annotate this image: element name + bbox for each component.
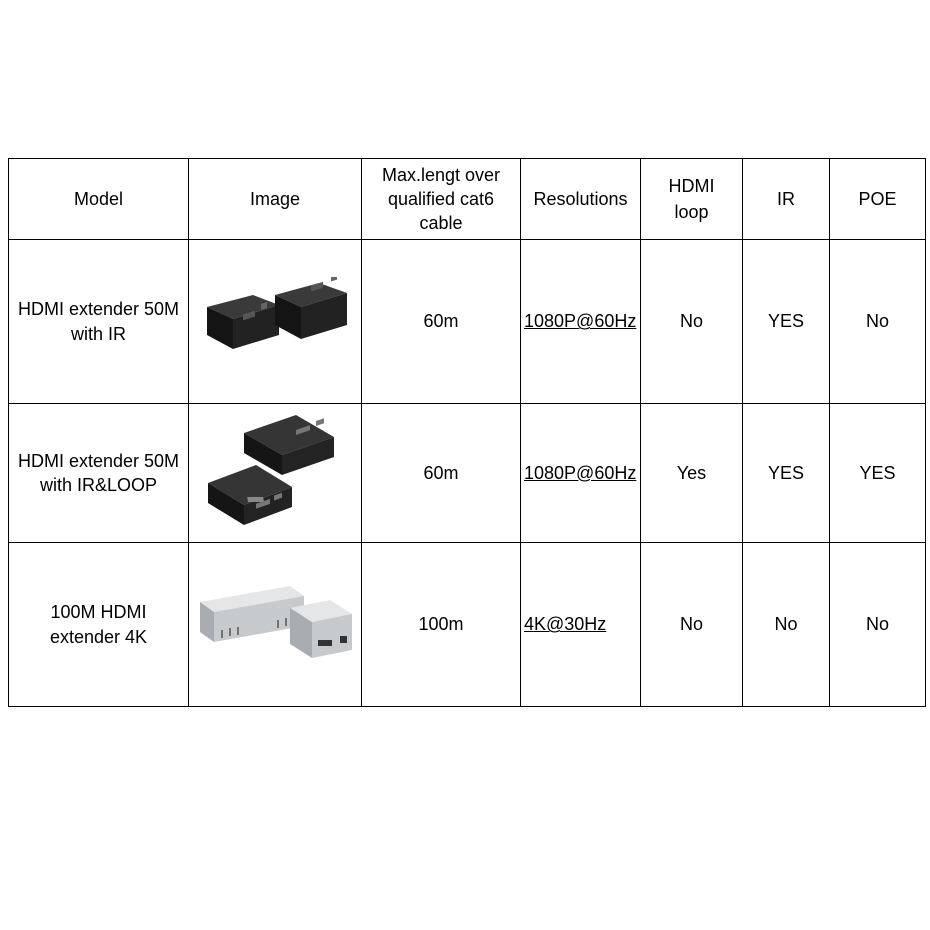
table-row [9,240,926,404]
silver-hdmi-extender-pair-icon [194,582,356,667]
header-poe: POE [830,159,926,240]
black-hdmi-extender-loop-pair-icon [200,411,350,536]
resolution-cell: 1080P@60Hz [521,240,641,404]
header-image: Image [189,159,362,240]
hdmi-loop-cell: No [641,240,743,404]
model-cell [9,404,189,543]
model-text: HDMI extender 50M with IR&LOOP [17,450,180,495]
header-hdmi-loop-text: HDMI loop [668,175,715,222]
hdmi-loop-cell: No [641,543,743,707]
poe-cell: No [830,543,926,707]
ir-cell: YES [743,404,830,543]
header-hdmi-loop [641,159,743,240]
ir-cell: YES [743,240,830,404]
header-row [9,159,926,240]
resolution-cell: 1080P@60Hz [521,404,641,543]
max-length-cell: 60m [362,240,521,404]
image-cell [189,240,362,404]
table-row [9,543,926,707]
poe-cell: YES [830,404,926,543]
header-resolutions: Resolutions [521,159,641,240]
resolution-cell: 4K@30Hz [521,543,641,707]
model-text: 100M HDMI extender 4K [49,602,148,647]
image-cell [189,543,362,707]
image-cell [189,404,362,543]
spec-table [8,158,926,707]
ir-cell: No [743,543,830,707]
hdmi-loop-cell: Yes [641,404,743,543]
header-max-length [362,159,521,240]
poe-cell: No [830,240,926,404]
max-length-cell: 100m [362,543,521,707]
header-model: Model [9,159,189,240]
header-max-length-text: Max.lengt over qualified cat6 cable [381,164,501,234]
header-ir: IR [743,159,830,240]
model-cell: HDMI extender 50M with IR [9,240,189,404]
max-length-cell: 60m [362,404,521,543]
model-cell [9,543,189,707]
table-row [9,404,926,543]
black-hdmi-extender-pair-icon [195,277,355,367]
